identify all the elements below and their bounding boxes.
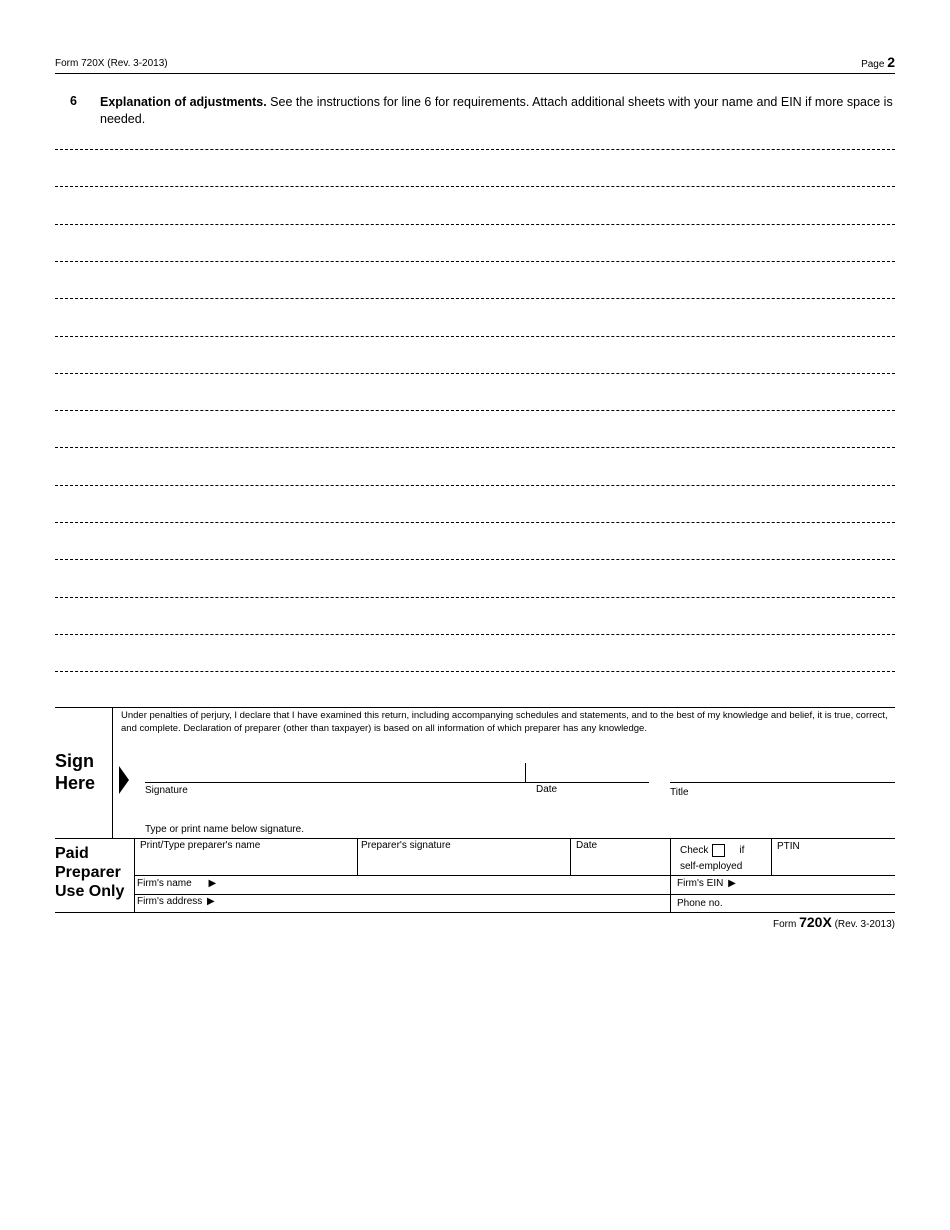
explanation-line[interactable] bbox=[55, 522, 895, 523]
explanation-line[interactable] bbox=[55, 149, 895, 150]
signature-label: Signature bbox=[145, 785, 188, 796]
explanation-line[interactable] bbox=[55, 261, 895, 262]
firm-ein-label: Firm's EIN bbox=[677, 878, 724, 889]
preparer-title-line1: Paid bbox=[55, 845, 89, 862]
sign-top-rule bbox=[55, 707, 895, 708]
firm-name-row bbox=[137, 878, 216, 889]
sign-arrow-icon bbox=[118, 766, 130, 794]
preparer-signature-label: Preparer's signature bbox=[361, 840, 451, 851]
preparer-bottom-rule bbox=[55, 912, 895, 913]
sign-here-title bbox=[55, 750, 95, 794]
signature-date-divider bbox=[525, 763, 526, 782]
preparer-col-divider-4 bbox=[771, 838, 772, 875]
page-number bbox=[861, 54, 895, 70]
explanation-line[interactable] bbox=[55, 224, 895, 225]
firm-address-row bbox=[137, 896, 215, 907]
preparer-top-rule bbox=[55, 838, 895, 839]
explanation-line[interactable] bbox=[55, 559, 895, 560]
paid-preparer-title bbox=[55, 844, 124, 901]
print-name-label: Type or print name below signature. bbox=[145, 824, 304, 835]
explanation-line[interactable] bbox=[55, 410, 895, 411]
sign-title-line1: Sign bbox=[55, 751, 94, 771]
sign-divider bbox=[112, 707, 113, 838]
firm-ein-arrow-icon: ▶ bbox=[728, 878, 736, 889]
check-label: Check bbox=[680, 845, 709, 857]
line6-text: See the instructions for line 6 for requirements. Attach additional sheets with your name and EIN if more space is needed. bbox=[100, 95, 893, 126]
footer-form-number: 720X bbox=[799, 914, 832, 930]
line6-title: Explanation of adjustments. bbox=[100, 95, 267, 109]
self-employed-label: self-employed bbox=[680, 861, 743, 872]
footer-rev: (Rev. 3-2013) bbox=[834, 919, 895, 930]
explanation-line[interactable] bbox=[55, 634, 895, 635]
if-label: if bbox=[739, 845, 745, 857]
firm-name-label: Firm's name bbox=[137, 878, 192, 889]
perjury-statement: Under penalties of perjury, I declare that I have examined this return, including accompanying schedules and statements, and to the best of my knowledge and belief, it is true, correct, and complete. Declaration of preparer (other than taxpayer) is based on all information of which preparer has any knowledge. bbox=[121, 710, 888, 734]
page-label: Page bbox=[861, 59, 885, 70]
line6-instructions bbox=[100, 94, 895, 128]
explanation-line[interactable] bbox=[55, 336, 895, 337]
preparer-row2-rule bbox=[134, 894, 895, 895]
preparer-title-line2: Preparer bbox=[55, 864, 121, 881]
firm-address-label: Firm's address bbox=[137, 896, 203, 907]
form-revision: Form 720X (Rev. 3-2013) bbox=[55, 58, 168, 69]
explanation-line[interactable] bbox=[55, 597, 895, 598]
self-employed-check bbox=[680, 844, 744, 857]
preparer-row1-rule bbox=[134, 875, 895, 876]
preparer-col-divider-2 bbox=[570, 838, 571, 875]
firm-name-arrow-icon: ▶ bbox=[208, 878, 217, 889]
ptin-label: PTIN bbox=[777, 841, 800, 852]
signature-line[interactable] bbox=[145, 782, 649, 783]
title-line[interactable] bbox=[670, 782, 895, 783]
explanation-line[interactable] bbox=[55, 671, 895, 672]
line-number: 6 bbox=[70, 94, 77, 108]
preparer-name-label: Print/Type preparer's name bbox=[140, 840, 261, 851]
page-number-value: 2 bbox=[887, 54, 895, 70]
preparer-col-divider-1 bbox=[357, 838, 358, 875]
footer-form-id bbox=[773, 914, 895, 930]
firm-ein-row bbox=[677, 878, 736, 889]
explanation-line[interactable] bbox=[55, 373, 895, 374]
preparer-title-line3: Use Only bbox=[55, 883, 125, 900]
explanation-line[interactable] bbox=[55, 485, 895, 486]
explanation-line[interactable] bbox=[55, 186, 895, 187]
sign-date-label: Date bbox=[536, 784, 558, 795]
firm-address-arrow-icon: ▶ bbox=[207, 896, 215, 907]
header-rule bbox=[55, 73, 895, 74]
preparer-date-label: Date bbox=[576, 840, 598, 851]
explanation-line[interactable] bbox=[55, 298, 895, 299]
explanation-line[interactable] bbox=[55, 447, 895, 448]
sign-title-line2: Here bbox=[55, 773, 96, 793]
self-employed-checkbox[interactable] bbox=[712, 844, 725, 857]
phone-label: Phone no. bbox=[677, 898, 723, 909]
title-label: Title bbox=[670, 787, 689, 798]
footer-form-word: Form bbox=[772, 919, 797, 930]
